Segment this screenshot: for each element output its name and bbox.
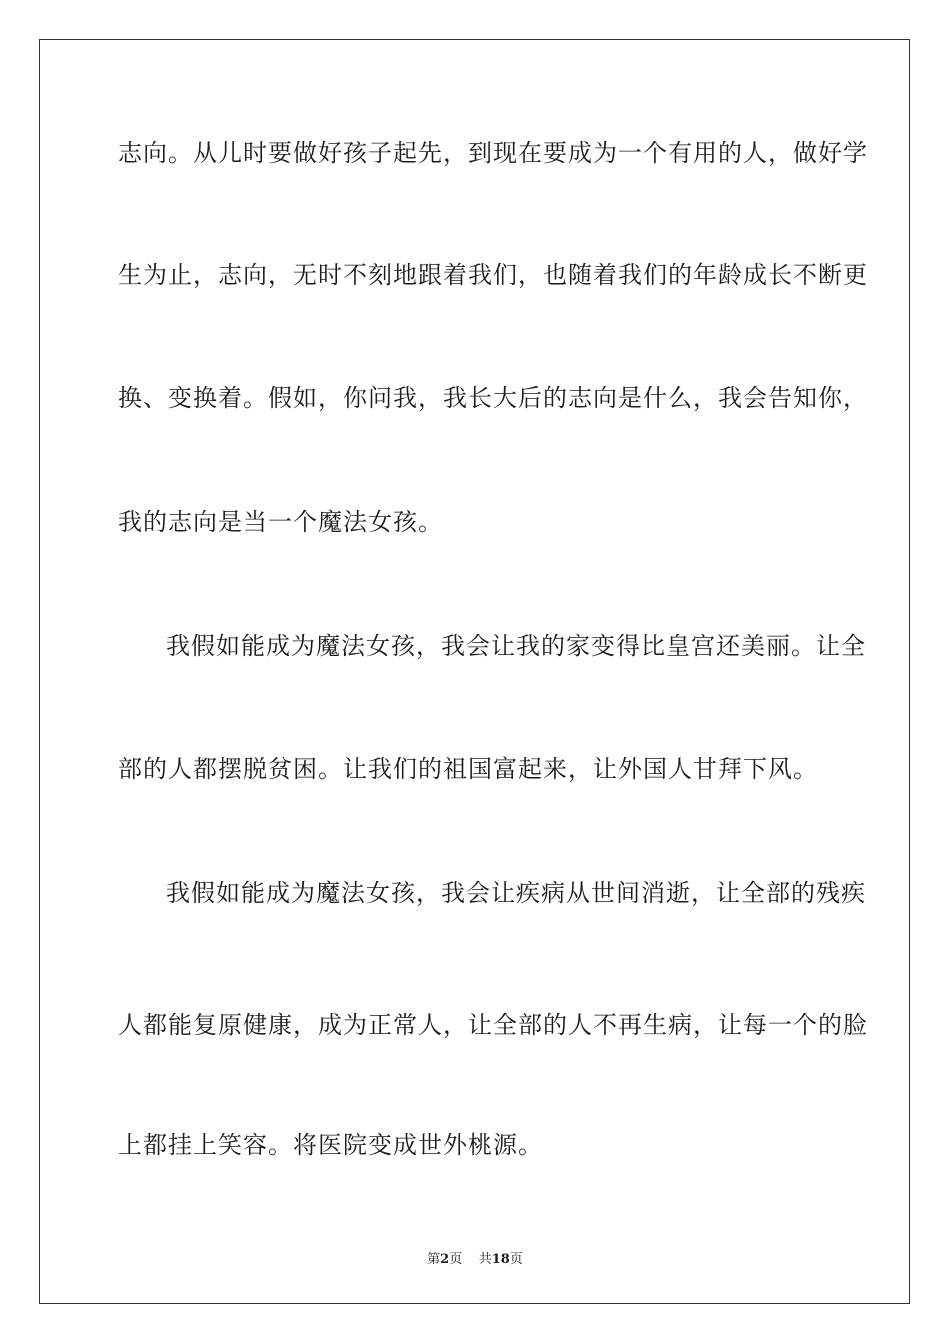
footer-page-prefix: 第 [427,1252,441,1267]
footer-page-number: 2 [440,1252,450,1267]
paragraph-1-line-2: 生为止，志向，无时不刻地跟着我们，也随着我们的年龄成长不断更 [118,261,868,289]
page-border [39,39,910,1304]
paragraph-3-line-2: 人都能复原健康，成为正常人，让全部的人不再生病，让每一个的脸 [118,1011,868,1039]
paragraph-1-line-4: 我的志向是当一个魔法女孩。 [118,508,443,536]
page-footer [0,1248,950,1267]
paragraph-3-line-3: 上都挂上笑容。将医院变成世外桃源。 [118,1131,543,1159]
paragraph-2-line-1: 我假如能成为魔法女孩，我会让我的家变得比皇宫还美丽。让全 [166,632,866,660]
paragraph-2-line-2: 部的人都摆脱贫困。让我们的祖国富起来，让外国人甘拜下风。 [118,755,818,783]
footer-total-number: 18 [491,1252,510,1267]
footer-total-suffix: 页 [509,1252,523,1267]
footer-page-suffix: 页 [449,1252,463,1267]
footer-total-prefix: 共 [478,1252,492,1267]
paragraph-1-line-1: 志向。从儿时要做好孩子起先，到现在要成为一个有用的人，做好学 [118,139,868,167]
paragraph-1-line-3: 换、变换着。假如，你问我，我长大后的志向是什么，我会告知你， [118,384,868,412]
paragraph-3-line-1: 我假如能成为魔法女孩，我会让疾病从世间消逝，让全部的残疾 [166,879,866,907]
